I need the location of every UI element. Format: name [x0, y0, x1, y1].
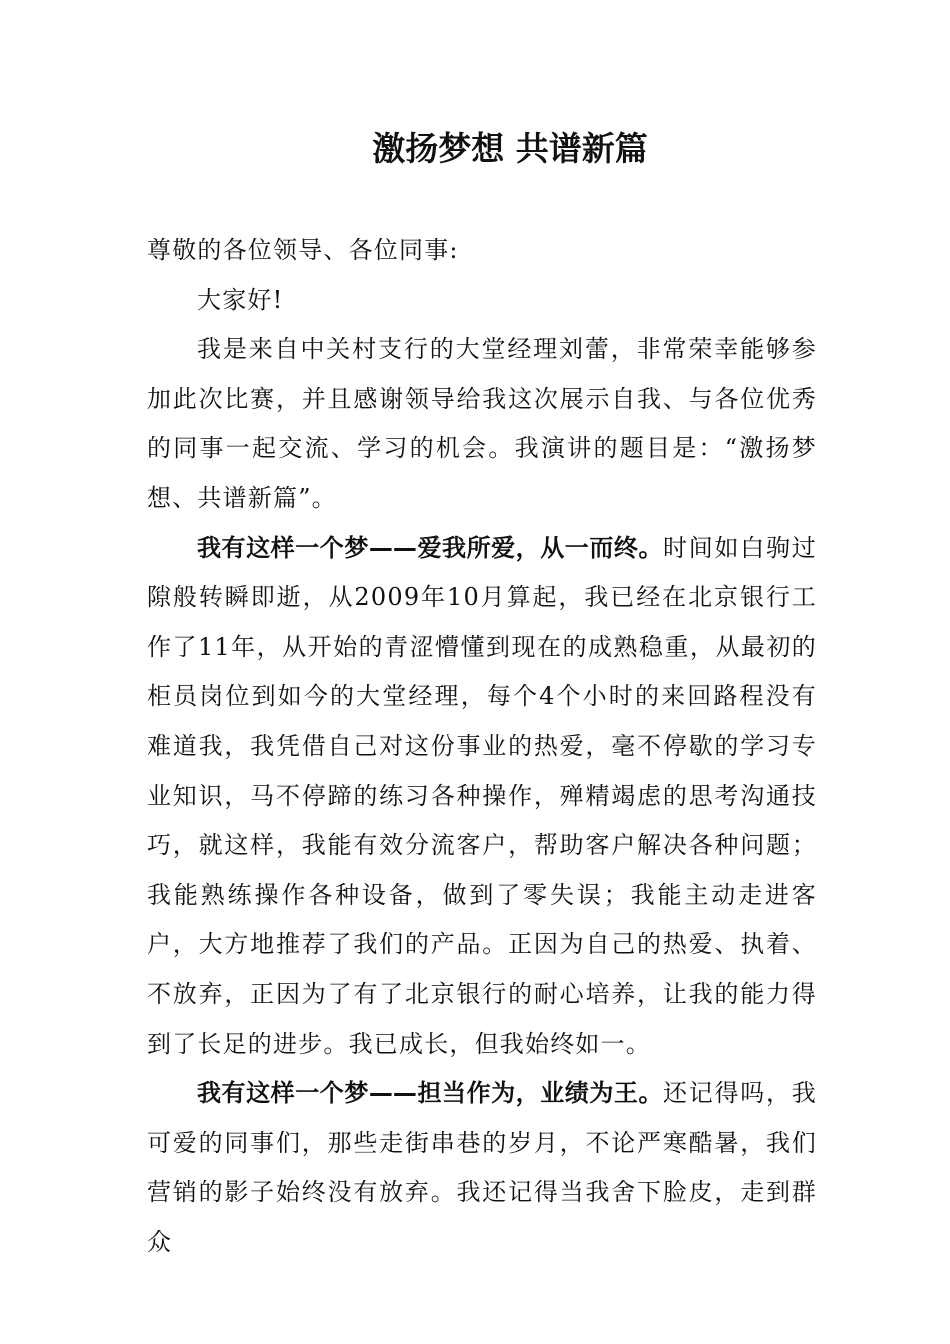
document-title: 激扬梦想 共谱新篇: [372, 129, 648, 168]
intro-paragraph: 我是来自中关村支行的大堂经理刘蕾，非常荣幸能够参加此次比赛，并且感谢领导给我这次展示自我、与各位优秀的同事一起交流、学习的机会。我演讲的题目是：“激扬梦想、共谱新篇”。: [147, 335, 817, 512]
section-2-paragraph: [147, 1069, 817, 1267]
section-1-paragraph: [147, 524, 817, 1070]
section-2-lead: 我有这样一个梦——担当作为，业绩为王。: [197, 1079, 664, 1108]
section-1-text: 时间如白驹过隙般转瞬即逝，从2009年10月算起，我已经在北京银行工作了11年，从开始的青涩懵懂到现在的成熟稳重，从最初的柜员岗位到如今的大堂经理，每个4个小时的来回路程没有难道我，我凭借自己对这份事业的热爱，毫不停歇的学习专业知识，马不停蹄的练习各种操作，殚精竭虑的思考沟通技巧，就这样，我能有效分流客户，帮助客户解决各种问题；我能熟练操作各种设备，做到了零失误；我能主动走进客户，大方地推荐了我们的产品。正因为自己的热爱、执着、不放弃，正因为了有了北京银行的耐心培养，让我的能力得到了长足的进步。我已成长，但我始终如一。: [147, 533, 817, 1058]
section-2-text: 还记得吗，我可爱的同事们，那些走街串巷的岁月，不论严寒酷暑，我们营销的影子始终没有放弃。我还记得当我舍下脸皮，走到群众: [147, 1079, 817, 1256]
section-1-lead: 我有这样一个梦——爱我所爱，从一而终。: [197, 533, 664, 562]
document-body: [147, 226, 817, 1267]
salutation: 尊敬的各位领导、各位同事:: [147, 236, 459, 264]
greeting: 大家好!: [197, 285, 284, 314]
